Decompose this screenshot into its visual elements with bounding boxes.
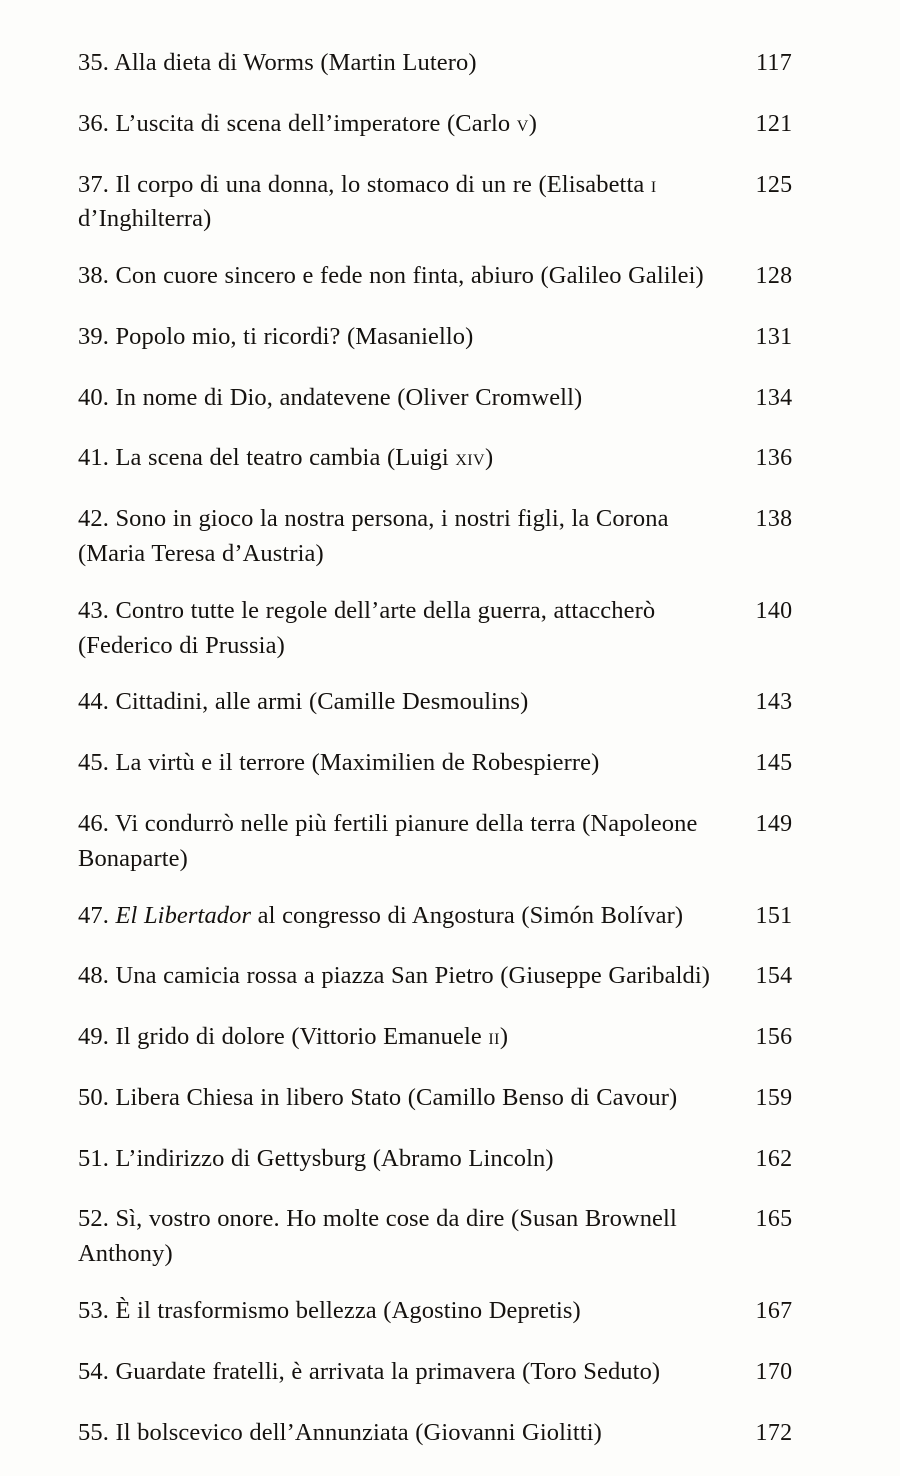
toc-entry-number: 47.	[78, 901, 116, 929]
toc-entry-italic-title: El Libertador	[115, 901, 252, 929]
toc-page-number: 170	[755, 1358, 793, 1385]
toc-entry-title: 48. Una camicia rossa a piazza San Pietro (Giuseppe Garibaldi)	[78, 962, 711, 990]
toc-page-number: 136	[755, 445, 793, 472]
toc-entry-line-2: Bonaparte)	[78, 844, 188, 872]
toc-entry[interactable]	[78, 1202, 822, 1272]
toc-entry-title: 45. La virtù e il terrore (Maximilien de Robespierre)	[78, 749, 600, 777]
toc-entry-title: 35. Alla dieta di Worms (Martin Lutero)	[78, 49, 477, 76]
toc-entry[interactable]	[78, 46, 822, 81]
toc-entry-title: 38. Con cuore sincero e fede non finta, abiuro (Galileo Galilei)	[78, 262, 704, 290]
toc-entry[interactable]	[78, 594, 822, 664]
toc-entry-line-2: (Maria Teresa d’Austria)	[78, 540, 324, 568]
toc-page-number: 138	[755, 506, 793, 533]
toc-entry-line-2: d’Inghilterra)	[78, 205, 212, 233]
toc-page-number: 167	[755, 1297, 793, 1324]
toc-page-number: 162	[755, 1145, 793, 1172]
roman-numeral-smallcaps: v	[516, 110, 529, 137]
toc-entry-title	[78, 107, 718, 142]
toc-entry-title-tail: )	[528, 109, 537, 137]
toc-page-number: 134	[755, 384, 793, 411]
toc-entry-title	[78, 1202, 718, 1272]
toc-page-number: 125	[755, 171, 793, 198]
toc-entry-title	[78, 502, 718, 572]
toc-page-number: 145	[755, 750, 793, 777]
toc-entry-title	[78, 1020, 718, 1055]
toc-entry-title: 44. Cittadini, alle armi (Camille Desmoulins)	[78, 688, 529, 716]
toc-entry[interactable]	[78, 1294, 822, 1329]
toc-page-number: 128	[755, 263, 793, 290]
toc-entry-line-1: 43. Contro tutte le regole dell’arte della guerra, attaccherò	[78, 596, 656, 624]
table-of-contents-list	[78, 46, 822, 1476]
toc-entry-title: 50. Libera Chiesa in libero Stato (Camillo Benso di Cavour)	[78, 1083, 678, 1111]
toc-page-number: 154	[755, 963, 793, 990]
toc-entry-title: 55. Il bolscevico dell’Annunziata (Giovanni Giolitti)	[78, 1418, 602, 1446]
toc-entry[interactable]	[78, 899, 822, 934]
roman-numeral-smallcaps: ii	[488, 1024, 500, 1051]
toc-entry-title	[78, 807, 718, 877]
toc-page-number: 151	[755, 902, 793, 929]
toc-entry-title: 53. È il trasformismo bellezza (Agostino Depretis)	[78, 1296, 581, 1324]
roman-numeral-smallcaps: i	[650, 171, 657, 198]
toc-page-number: 140	[755, 597, 793, 624]
toc-entry[interactable]	[78, 107, 822, 142]
toc-entry[interactable]	[78, 441, 822, 476]
toc-entry[interactable]	[78, 807, 822, 877]
toc-entry[interactable]	[78, 320, 822, 355]
toc-entry-title: 54. Guardate fratelli, è arrivata la primavera (Toro Seduto)	[78, 1357, 661, 1385]
toc-page-number: 165	[755, 1206, 793, 1233]
toc-entry-line-1: 37. Il corpo di una donna, lo stomaco di un re (Elisabetta	[78, 170, 651, 198]
toc-page-number: 159	[755, 1084, 793, 1111]
toc-entry[interactable]	[78, 1142, 822, 1177]
toc-entry[interactable]	[78, 746, 822, 781]
toc-entry-title: 51. L’indirizzo di Gettysburg (Abramo Lincoln)	[78, 1144, 554, 1172]
toc-entry-title-tail: )	[484, 444, 494, 472]
toc-entry[interactable]	[78, 1081, 822, 1116]
toc-entry-title-head: 49. Il grido di dolore (Vittorio Emanuele	[78, 1023, 489, 1051]
toc-entry-line-1: 46. Vi condurrò nelle più fertili pianure della terra (Napoleone	[78, 809, 698, 837]
toc-entry-title	[78, 899, 718, 934]
toc-entry[interactable]	[78, 502, 822, 572]
toc-entry-title-tail: )	[499, 1023, 509, 1051]
toc-entry-title-head: 41. La scena del teatro cambia (Luigi	[78, 444, 456, 472]
toc-entry[interactable]	[78, 168, 822, 238]
toc-page-number: 117	[755, 50, 792, 76]
toc-entry[interactable]	[78, 1355, 822, 1390]
toc-entry[interactable]	[78, 381, 822, 416]
toc-entry-line-2: Anthony)	[78, 1240, 173, 1268]
toc-entry[interactable]	[78, 685, 822, 720]
toc-entry[interactable]	[78, 259, 822, 294]
toc-entry-title-head: 36. L’uscita di scena dell’imperatore (Carlo	[78, 109, 517, 137]
toc-entry-line-1: 52. Sì, vostro onore. Ho molte cose da dire (Susan Brownell	[78, 1205, 677, 1233]
toc-page-number: 143	[755, 689, 793, 716]
toc-entry-title-rest: al congresso di Angostura (Simón Bolívar)	[251, 901, 684, 929]
toc-page-number: 172	[755, 1419, 793, 1446]
toc-entry[interactable]	[78, 1020, 822, 1055]
toc-entry-title	[78, 441, 718, 476]
toc-page-number: 156	[755, 1024, 793, 1051]
toc-page-number: 121	[755, 110, 793, 137]
roman-numeral-smallcaps: xiv	[455, 445, 485, 472]
toc-entry-title	[78, 594, 718, 664]
toc-page-number: 149	[755, 810, 793, 837]
toc-entry-line-1: 42. Sono in gioco la nostra persona, i nostri figli, la Corona	[78, 505, 669, 533]
toc-entry-line-2: (Federico di Prussia)	[78, 631, 285, 659]
toc-entry[interactable]	[78, 959, 822, 994]
toc-entry-title: 40. In nome di Dio, andatevene (Oliver Cromwell)	[78, 383, 583, 411]
toc-entry[interactable]	[78, 1416, 822, 1451]
toc-page-number: 131	[755, 323, 793, 350]
toc-entry-title	[78, 168, 718, 238]
toc-entry-title: 39. Popolo mio, ti ricordi? (Masaniello)	[78, 322, 474, 350]
